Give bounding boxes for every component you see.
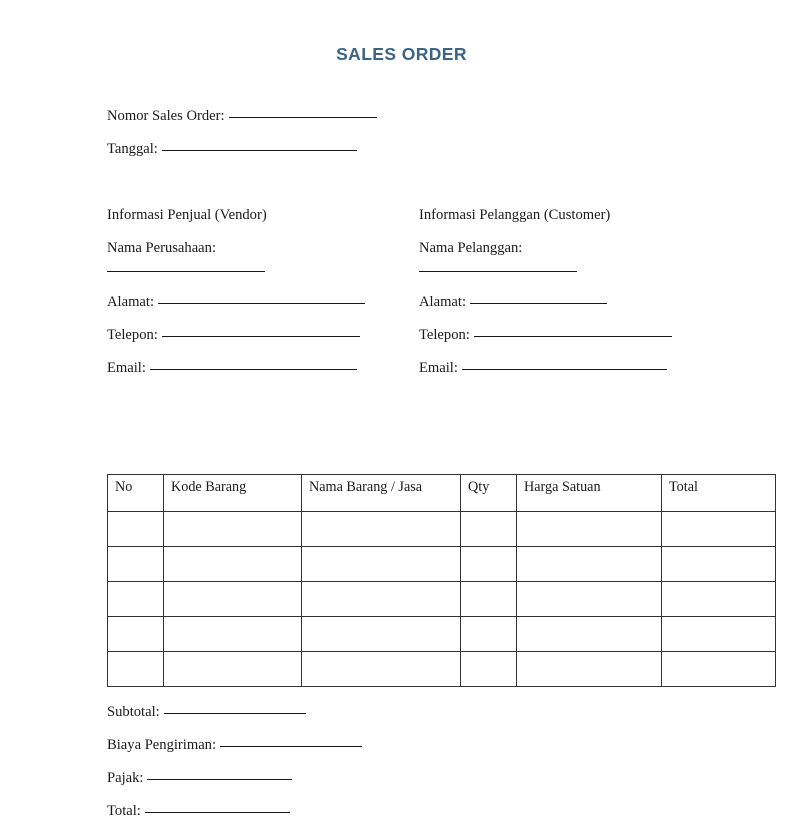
cell-kode[interactable] <box>164 652 302 687</box>
field-label: Email: <box>419 360 458 376</box>
fill-line-vendor-email[interactable] <box>150 369 357 370</box>
cell-nama[interactable] <box>302 547 461 582</box>
column-header-kode-barang: Kode Barang <box>164 475 302 512</box>
field-label: Email: <box>107 360 146 376</box>
cell-qty[interactable] <box>461 617 517 652</box>
fill-line-customer-telepon[interactable] <box>474 336 672 337</box>
column-header-harga-satuan: Harga Satuan <box>517 475 662 512</box>
fill-line-nama-perusahaan[interactable] <box>107 271 265 272</box>
field-label: Nama Pelanggan: <box>419 240 523 256</box>
cell-nama[interactable] <box>302 512 461 547</box>
cell-no[interactable] <box>108 652 164 687</box>
field-subtotal[interactable] <box>107 702 306 722</box>
cell-harga[interactable] <box>517 582 662 617</box>
column-header-nama-barang-jasa: Nama Barang / Jasa <box>302 475 461 512</box>
fill-line-total[interactable] <box>145 812 290 813</box>
cell-no[interactable] <box>108 512 164 547</box>
column-header-qty: Qty <box>461 475 517 512</box>
page-title: SALES ORDER <box>336 44 467 64</box>
cell-qty[interactable] <box>461 512 517 547</box>
cell-total[interactable] <box>662 547 776 582</box>
field-vendor-alamat[interactable] <box>107 292 365 312</box>
table-row[interactable] <box>108 652 776 687</box>
customer-section-heading: Informasi Pelanggan (Customer) <box>419 207 611 223</box>
table-header-row <box>108 475 776 512</box>
fill-line-biaya-pengiriman[interactable] <box>220 746 362 747</box>
cell-total[interactable] <box>662 512 776 547</box>
cell-harga[interactable] <box>517 652 662 687</box>
cell-nama[interactable] <box>302 582 461 617</box>
cell-no[interactable] <box>108 547 164 582</box>
items-table-head <box>108 475 776 512</box>
field-label: Nomor Sales Order: <box>107 108 225 124</box>
field-vendor-email[interactable] <box>107 358 357 378</box>
field-nama-pelanggan[interactable] <box>419 238 577 272</box>
cell-total[interactable] <box>662 582 776 617</box>
fill-line-customer-alamat[interactable] <box>470 303 607 304</box>
cell-kode[interactable] <box>164 617 302 652</box>
table-row[interactable] <box>108 617 776 652</box>
field-label: Subtotal: <box>107 704 160 720</box>
cell-total[interactable] <box>662 652 776 687</box>
field-biaya-pengiriman[interactable] <box>107 735 362 755</box>
fill-line-nama-pelanggan[interactable] <box>419 271 577 272</box>
cell-qty[interactable] <box>461 547 517 582</box>
fill-line-vendor-alamat[interactable] <box>158 303 365 304</box>
cell-kode[interactable] <box>164 547 302 582</box>
cell-total[interactable] <box>662 617 776 652</box>
cell-nama[interactable] <box>302 652 461 687</box>
items-table-body <box>108 512 776 687</box>
field-label: Biaya Pengiriman: <box>107 737 217 753</box>
fill-line-tanggal[interactable] <box>162 150 357 151</box>
field-label: Tanggal: <box>107 141 158 157</box>
cell-no[interactable] <box>108 617 164 652</box>
fill-line-customer-email[interactable] <box>462 369 667 370</box>
field-label: Telepon: <box>107 327 158 343</box>
field-label: Nama Perusahaan: <box>107 240 217 256</box>
field-tanggal[interactable] <box>107 139 357 159</box>
cell-qty[interactable] <box>461 652 517 687</box>
cell-no[interactable] <box>108 582 164 617</box>
items-table <box>107 474 776 687</box>
table-row[interactable] <box>108 512 776 547</box>
cell-kode[interactable] <box>164 512 302 547</box>
fill-line-nomor-sales-order[interactable] <box>229 117 377 118</box>
field-pajak[interactable] <box>107 768 292 788</box>
field-label: Telepon: <box>419 327 470 343</box>
column-header-total: Total <box>662 475 776 512</box>
field-label: Total: <box>107 803 141 819</box>
field-customer-telepon[interactable] <box>419 325 672 345</box>
field-label: Alamat: <box>419 294 467 310</box>
fill-line-vendor-telepon[interactable] <box>162 336 360 337</box>
field-label: Alamat: <box>107 294 155 310</box>
field-customer-email[interactable] <box>419 358 667 378</box>
cell-harga[interactable] <box>517 547 662 582</box>
field-nama-perusahaan[interactable] <box>107 238 265 272</box>
cell-harga[interactable] <box>517 617 662 652</box>
field-vendor-telepon[interactable] <box>107 325 360 345</box>
cell-qty[interactable] <box>461 582 517 617</box>
fill-line-pajak[interactable] <box>147 779 292 780</box>
fill-line-subtotal[interactable] <box>164 713 306 714</box>
field-customer-alamat[interactable] <box>419 292 607 312</box>
cell-kode[interactable] <box>164 582 302 617</box>
field-total[interactable] <box>107 801 290 821</box>
table-row[interactable] <box>108 582 776 617</box>
cell-harga[interactable] <box>517 512 662 547</box>
field-nomor-sales-order[interactable] <box>107 106 377 126</box>
column-header-no: No <box>108 475 164 512</box>
field-label: Pajak: <box>107 770 144 786</box>
cell-nama[interactable] <box>302 617 461 652</box>
table-row[interactable] <box>108 547 776 582</box>
vendor-section-heading: Informasi Penjual (Vendor) <box>107 207 267 223</box>
